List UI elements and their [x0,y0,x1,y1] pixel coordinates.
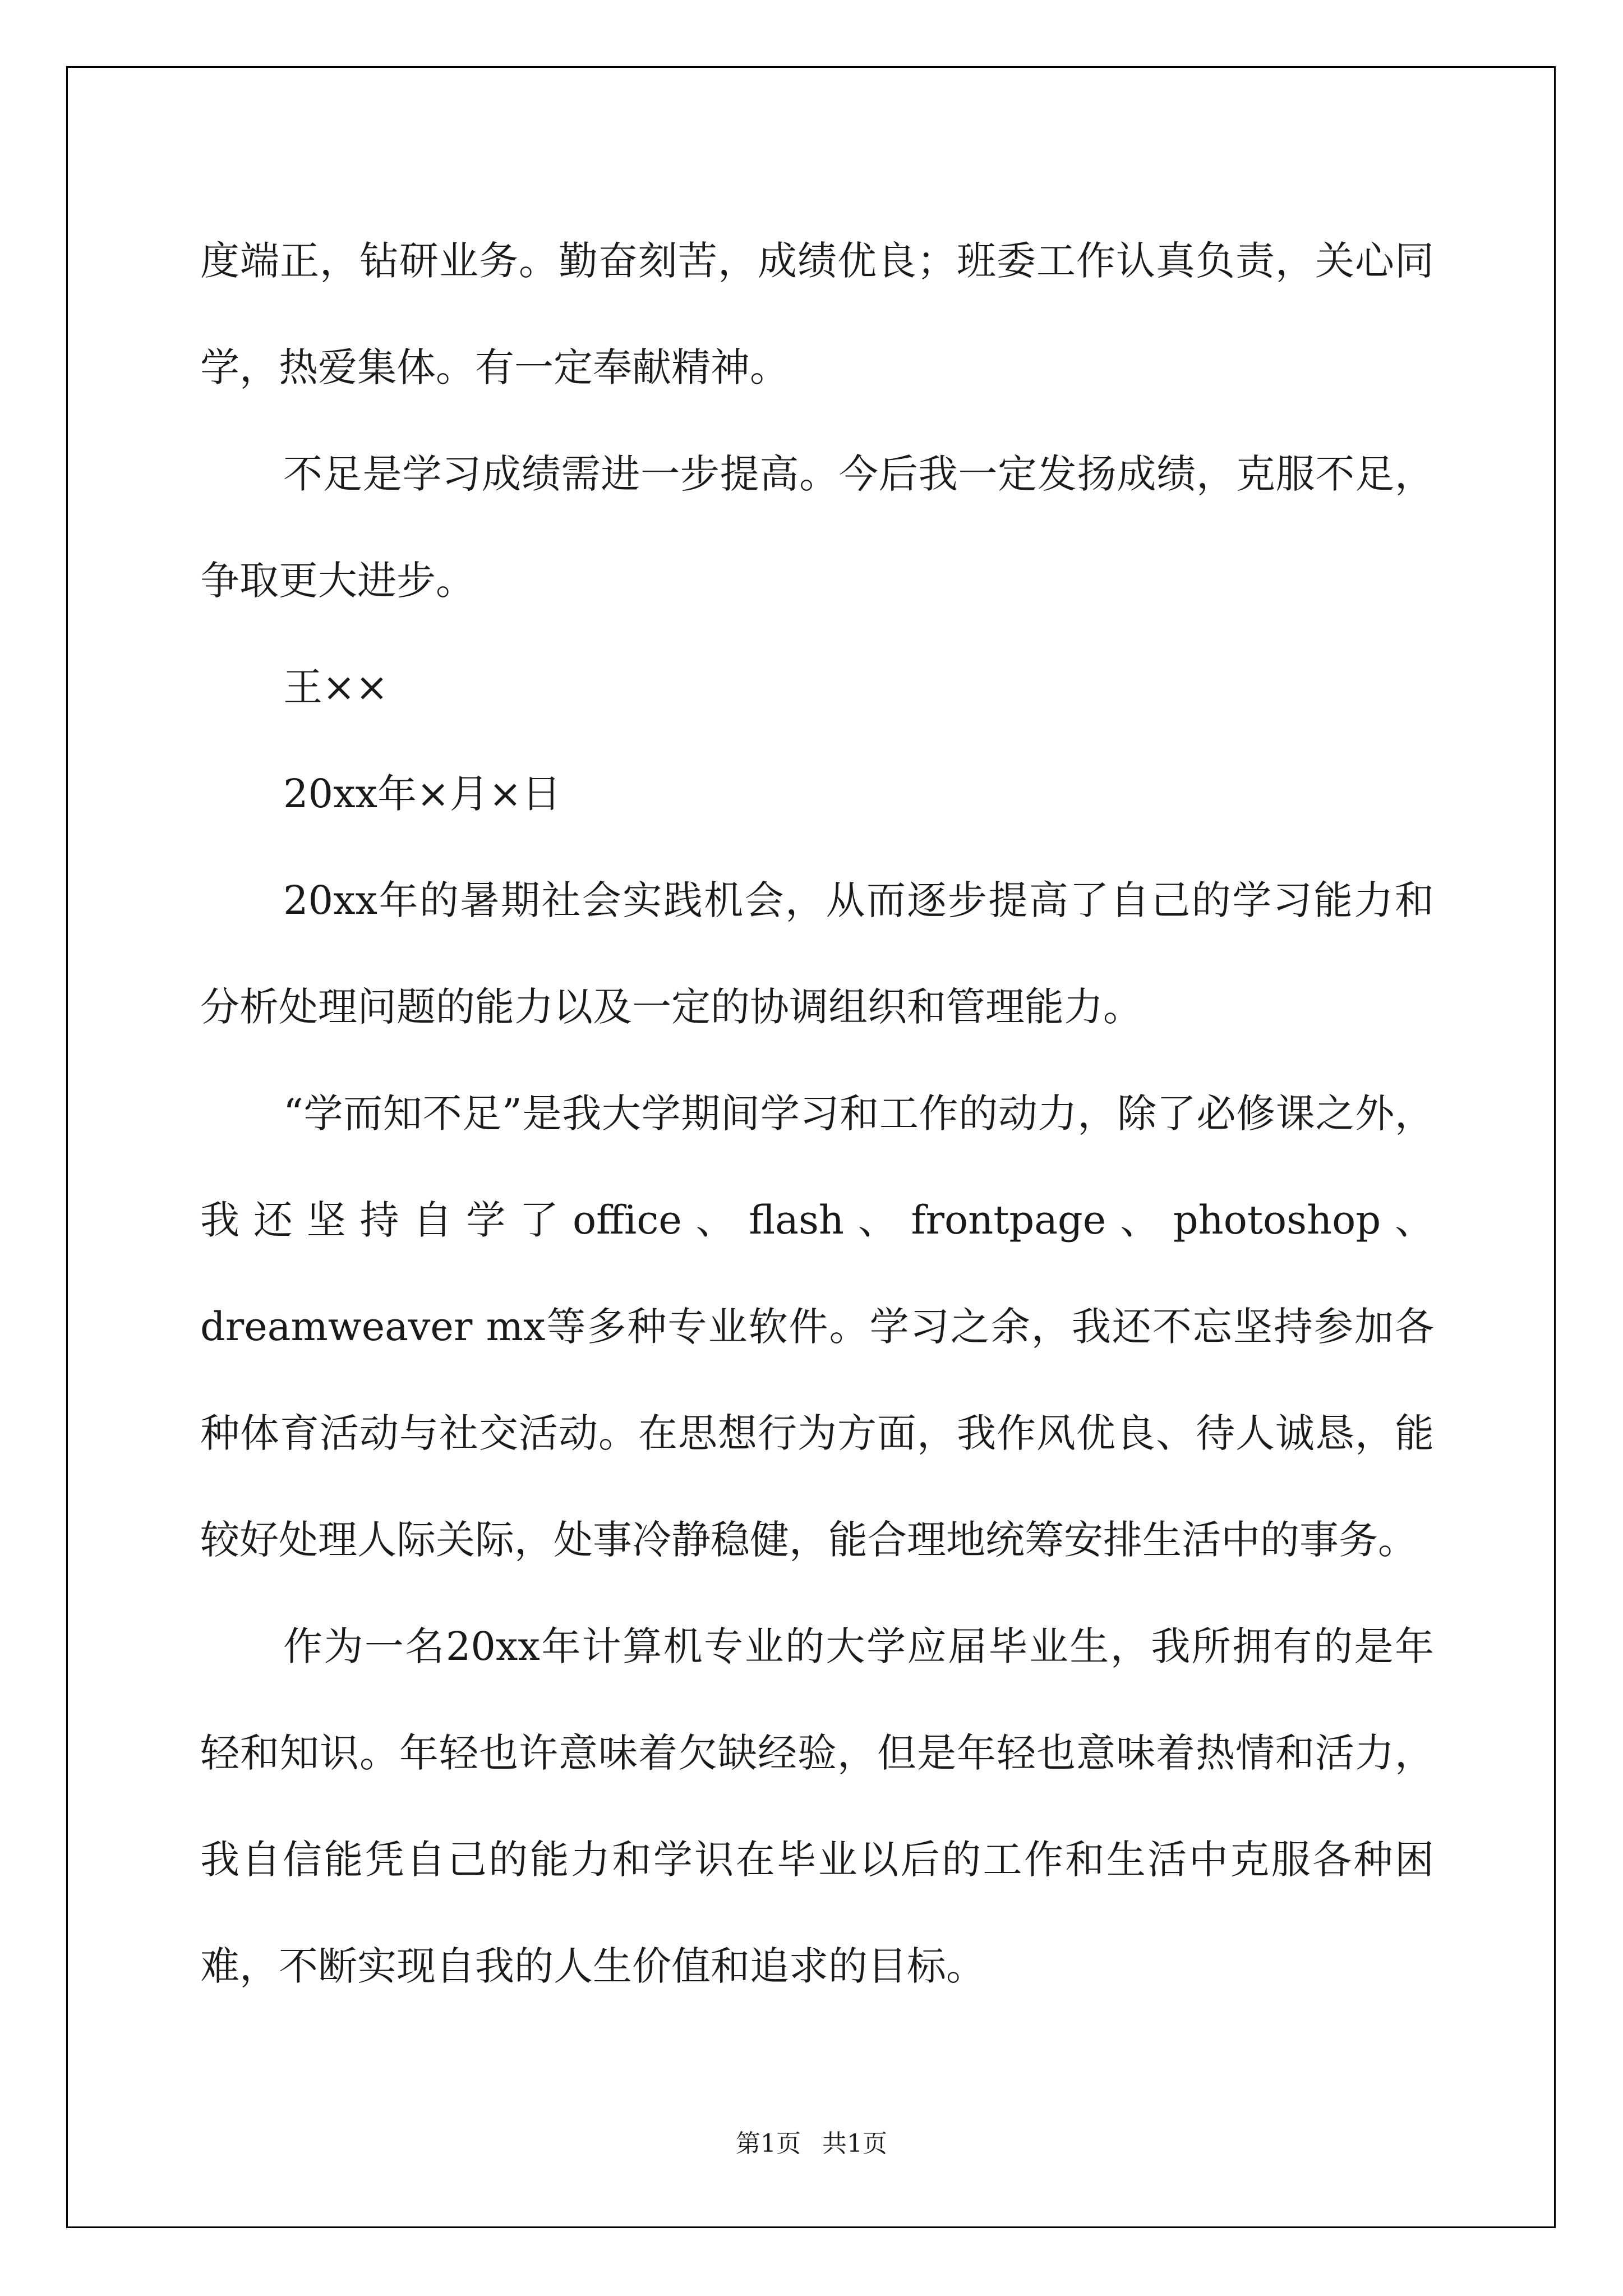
page-footer [0,2123,1623,2159]
paragraph-2: 不足是学习成绩需进一步提高。今后我一定发扬成绩，克服不足，争取更大进步。 [200,451,1434,604]
paragraph-5: 作为一名20xx年计算机专业的大学应届毕业生，我所拥有的是年轻和知识。年轻也许意味着欠缺经验，但是年轻也意味着热情和活力，我自信能凭自己的能力和学识在毕业以后的工作和生活中克服各种困难，不断实现自我的人生价值和追求的目标。 [200,1623,1434,1989]
paragraph-4: “学而知不足”是我大学期间学习和工作的动力，除了必修课之外，我还坚持自学了office、flash、frontpage、photoshop、dreamweaver mx等多种专业软件。学习之余，我还不忘坚持参加各种体育活动与社交活动。在思想行为方面，我作风优良、待人诚恳，能较好处理人际关际，处事冷静稳健，能合理地统筹安排生活中的事务。 [200,1091,1434,1563]
page-number-current: 第1页 [736,2129,801,2158]
page-number-total: 共1页 [822,2129,887,2158]
document-body [200,208,1434,2019]
paragraph-1: 度端正，钻研业务。勤奋刻苦，成绩优良；班委工作认真负责，关心同学，热爱集体。有一定奉献精神。 [200,238,1434,390]
paragraph-3: 20xx年的暑期社会实践机会，从而逐步提高了自己的学习能力和分析处理问题的能力以及一定的协调组织和管理能力。 [200,877,1434,1030]
signature-date: 20xx年×月×日 [283,771,561,817]
signature-name: 王×× [283,664,389,710]
